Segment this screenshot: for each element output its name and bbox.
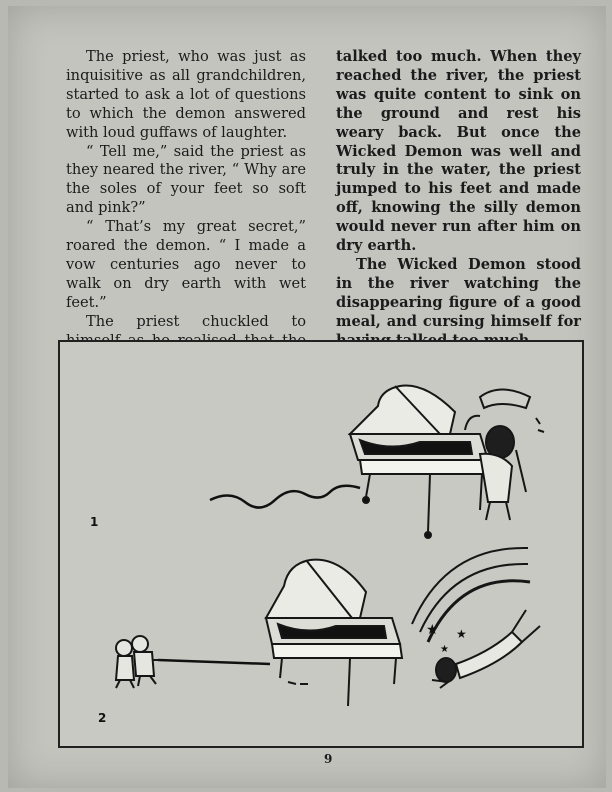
panel-2-pullers [116,636,160,688]
paragraph: “ Tell me,” said the priest as they neared the river, “ Why are the soles of your feet so soft and pink?” [66,142,306,217]
wavy-tail [210,486,360,508]
panel-1-label: 1 [90,515,99,529]
panel-1-piano [350,386,492,538]
page-number: 9 [324,752,333,766]
pull-rope [158,660,270,664]
star-marks [426,622,467,655]
panel-2-piano [266,560,402,706]
paragraph: talked too much. When they reached the river, the priest was quite content to sink on the ground and rest his weary back. But once the Wicked Demon was well and truly in the water, the priest jumped to his feet and made off, knowing the silly demon would never run after him on dry earth. [336,48,581,255]
svg-text:★: ★ [426,622,439,638]
panel-2-label: 2 [98,711,107,725]
cartoon-illustration [60,342,582,746]
paragraph: The priest chuckled to [86,312,306,330]
left-text-column [66,48,306,369]
cartoon-frame [58,340,584,748]
panel-2-demon-falling [412,548,540,688]
svg-text:★: ★ [440,644,449,655]
svg-text:★: ★ [456,627,467,641]
paragraph: The Wicked Demon stood in the river watching the disappearing figure of a good meal, and cursing himself for [336,255,581,330]
right-text-column [336,48,581,351]
paragraph: The priest, who was just as inquisitive as all grandchildren, started to ask a lot of questions to which the demon answered with loud guffaws of laughter. [66,48,306,141]
paragraph: “ That’s my great secret,” roared the demon. “ I made a vow centuries ago never to walk on dry earth with wet feet.” [66,218,306,311]
